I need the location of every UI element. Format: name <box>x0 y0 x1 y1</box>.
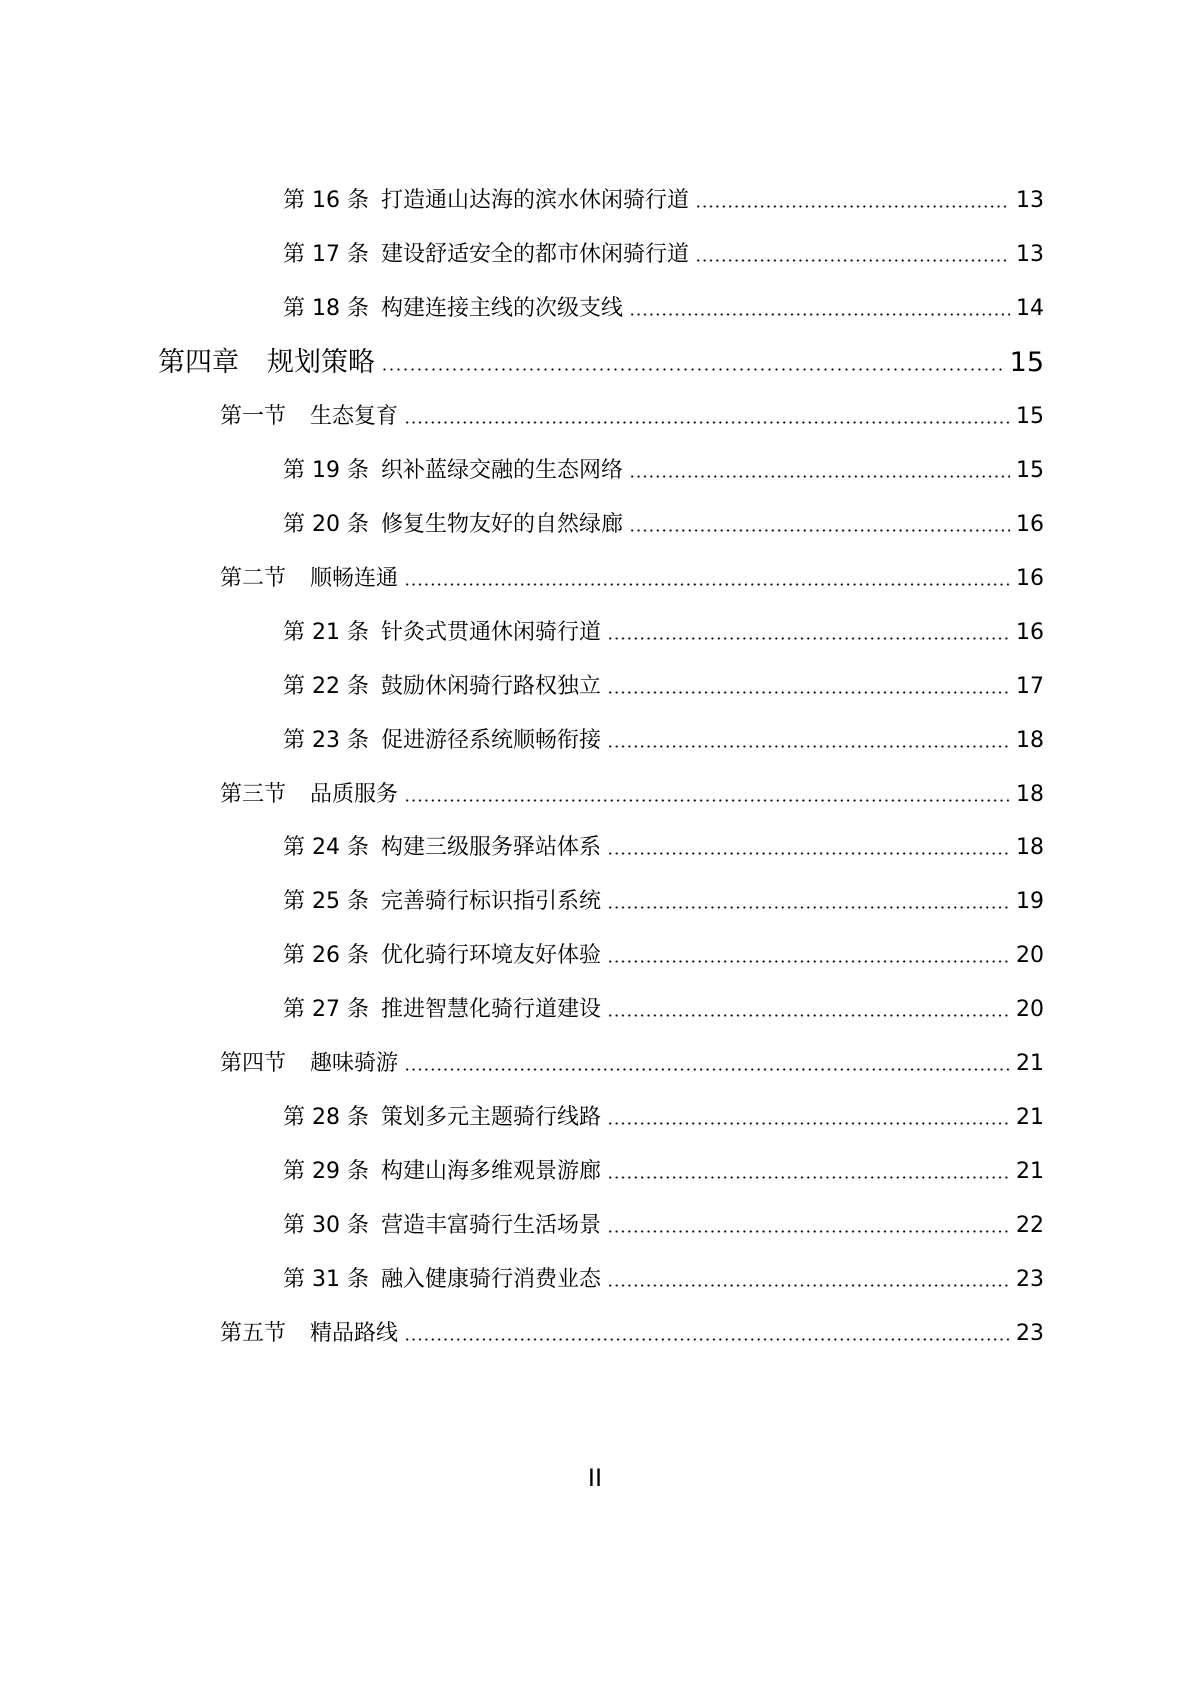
toc-entry[interactable] <box>283 450 1044 482</box>
toc-entry-title: 针灸式贯通休闲骑行道 <box>380 620 601 645</box>
toc-section-entry[interactable] <box>220 558 1044 590</box>
toc-entry[interactable] <box>283 612 1044 644</box>
toc-entry-number: 第 23 条 <box>283 728 369 753</box>
toc-entry-label <box>283 460 623 482</box>
toc-entry-page: 18 <box>1016 728 1044 753</box>
toc-entry-page: 16 <box>1016 512 1044 537</box>
toc-entry-page: 13 <box>1016 242 1044 267</box>
toc-entry-label <box>283 891 601 913</box>
toc-entry-title: 打造通山达海的滨水休闲骑行道 <box>380 188 689 213</box>
toc-entry-number: 第 18 条 <box>283 296 369 321</box>
toc-section-number: 第一节 <box>220 404 287 429</box>
toc-chapter-number: 第四章 <box>158 347 239 378</box>
toc-section-number: 第三节 <box>220 782 287 807</box>
toc-section-number: 第五节 <box>220 1321 287 1346</box>
toc-entry-label <box>220 406 398 428</box>
toc-entry-title: 营造丰富骑行生活场景 <box>380 1213 601 1238</box>
toc-entry-label <box>283 1215 601 1237</box>
dot-leader <box>607 852 1010 855</box>
toc-entry-title: 建设舒适安全的都市休闲骑行道 <box>380 242 689 267</box>
dot-leader <box>607 1284 1010 1287</box>
toc-entry-label <box>220 1053 398 1075</box>
toc-entry-number: 第 16 条 <box>283 188 369 213</box>
dot-leader <box>695 259 1010 262</box>
toc-entry[interactable] <box>283 989 1044 1021</box>
toc-section-title: 精品路线 <box>310 1321 399 1346</box>
dot-leader <box>607 691 1010 694</box>
toc-entry-page: 14 <box>1016 296 1044 321</box>
toc-entry-page: 18 <box>1016 835 1044 860</box>
toc-section-number: 第二节 <box>220 566 287 591</box>
toc-entry-page: 15 <box>1016 404 1044 429</box>
toc-entry-label <box>158 349 375 376</box>
toc-entry-number: 第 24 条 <box>283 835 369 860</box>
toc-entry-number: 第 25 条 <box>283 889 369 914</box>
toc-entry-page: 13 <box>1016 188 1044 213</box>
toc-entry[interactable] <box>283 1259 1044 1291</box>
toc-entry[interactable] <box>283 881 1044 913</box>
toc-chapter-entry[interactable] <box>158 340 1044 376</box>
toc-entry[interactable] <box>283 720 1044 752</box>
dot-leader <box>629 529 1010 532</box>
toc-entry-page: 20 <box>1016 943 1044 968</box>
toc-entry-page: 15 <box>1016 458 1044 483</box>
toc-entry-page: 22 <box>1016 1213 1044 1238</box>
toc-entry-label <box>283 945 601 967</box>
dot-leader <box>607 745 1010 748</box>
toc-entry-title: 鼓励休闲骑行路权独立 <box>380 674 601 699</box>
dot-leader <box>404 1068 1010 1071</box>
toc-section-title: 趣味骑游 <box>310 1051 399 1076</box>
toc-section-title: 生态复育 <box>310 404 399 429</box>
toc-entry-page: 21 <box>1016 1105 1044 1130</box>
dot-leader <box>607 960 1010 963</box>
dot-leader <box>404 799 1010 802</box>
toc-entry-page: 21 <box>1016 1159 1044 1184</box>
dot-leader <box>607 1176 1010 1179</box>
toc-entry-title: 促进游径系统顺畅衔接 <box>380 728 601 753</box>
dot-leader <box>404 421 1010 424</box>
toc-chapter-title: 规划策略 <box>267 347 375 378</box>
dot-leader <box>607 637 1010 640</box>
toc-entry-title: 织补蓝绿交融的生态网络 <box>380 458 623 483</box>
dot-leader <box>695 205 1010 208</box>
toc-entry-number: 第 30 条 <box>283 1213 369 1238</box>
toc-entry-label <box>220 1323 398 1345</box>
toc-entry-page: 16 <box>1016 620 1044 645</box>
toc-entry-page: 23 <box>1016 1321 1044 1346</box>
toc-entry-title: 策划多元主题骑行线路 <box>380 1105 601 1130</box>
toc-entry-title: 构建山海多维观景游廊 <box>380 1159 601 1184</box>
toc-entry-number: 第 20 条 <box>283 512 369 537</box>
toc-entry[interactable] <box>283 827 1044 859</box>
toc-entry-page: 21 <box>1016 1051 1044 1076</box>
toc-entry-number: 第 31 条 <box>283 1267 369 1292</box>
toc-section-number: 第四节 <box>220 1051 287 1076</box>
toc-entry-number: 第 26 条 <box>283 943 369 968</box>
toc-section-entry[interactable] <box>220 396 1044 428</box>
toc-entry-page: 16 <box>1016 566 1044 591</box>
toc-entry[interactable] <box>283 288 1044 320</box>
toc-entry[interactable] <box>283 1151 1044 1183</box>
toc-entry-page: 17 <box>1016 674 1044 699</box>
toc-entry-label <box>283 1107 601 1129</box>
toc-entry-label <box>283 622 601 644</box>
toc-entry-label <box>283 190 689 212</box>
toc-entry-number: 第 27 条 <box>283 997 369 1022</box>
toc-entry-page: 20 <box>1016 997 1044 1022</box>
toc-entry[interactable] <box>283 666 1044 698</box>
toc-entry-page: 18 <box>1016 782 1044 807</box>
toc-entry-page: 15 <box>1009 347 1044 378</box>
toc-entry-label <box>220 568 398 590</box>
toc-entry-title: 构建连接主线的次级支线 <box>380 296 623 321</box>
toc-entry-page: 19 <box>1016 889 1044 914</box>
toc-entry-title: 优化骑行环境友好体验 <box>380 943 601 968</box>
toc-entry-label <box>220 784 398 806</box>
toc-entry-label <box>283 298 623 320</box>
dot-leader <box>404 583 1010 586</box>
toc-entry-number: 第 22 条 <box>283 674 369 699</box>
toc-section-entry[interactable] <box>220 1313 1044 1345</box>
toc-entry-label <box>283 244 689 266</box>
toc-entry-number: 第 21 条 <box>283 620 369 645</box>
toc-entry-number: 第 17 条 <box>283 242 369 267</box>
toc-entry-title: 推进智慧化骑行道建设 <box>380 997 601 1022</box>
toc-entry-label <box>283 1161 601 1183</box>
toc-entry[interactable] <box>283 234 1044 266</box>
toc-section-title: 顺畅连通 <box>310 566 399 591</box>
toc-entry-label <box>283 676 601 698</box>
toc-entry-label <box>283 837 601 859</box>
dot-leader <box>629 475 1010 478</box>
dot-leader <box>381 368 1004 371</box>
toc-entry-number: 第 19 条 <box>283 458 369 483</box>
toc-entry-title: 构建三级服务驿站体系 <box>380 835 601 860</box>
dot-leader <box>404 1338 1010 1341</box>
toc-entry[interactable] <box>283 504 1044 536</box>
dot-leader <box>629 313 1010 316</box>
toc-section-title: 品质服务 <box>310 782 399 807</box>
dot-leader <box>607 1122 1010 1125</box>
toc-entry-title: 修复生物友好的自然绿廊 <box>380 512 623 537</box>
toc-entry-label <box>283 1269 601 1291</box>
dot-leader <box>607 1230 1010 1233</box>
page-number-footer: II <box>587 1464 603 1492</box>
dot-leader <box>607 1014 1010 1017</box>
toc-entry-title: 融入健康骑行消费业态 <box>380 1267 601 1292</box>
toc-entry-number: 第 29 条 <box>283 1159 369 1184</box>
toc-entry-number: 第 28 条 <box>283 1105 369 1130</box>
toc-entry[interactable] <box>283 935 1044 967</box>
toc-entry[interactable] <box>283 180 1044 212</box>
toc-section-entry[interactable] <box>220 1043 1044 1075</box>
toc-entry[interactable] <box>283 1097 1044 1129</box>
toc-entry-label <box>283 999 601 1021</box>
toc-entry-label <box>283 730 601 752</box>
dot-leader <box>607 906 1010 909</box>
toc-entry-label <box>283 514 623 536</box>
toc-entry-page: 23 <box>1016 1267 1044 1292</box>
toc-section-entry[interactable] <box>220 774 1044 806</box>
toc-entry-title: 完善骑行标识指引系统 <box>380 889 601 914</box>
toc-entry[interactable] <box>283 1205 1044 1237</box>
